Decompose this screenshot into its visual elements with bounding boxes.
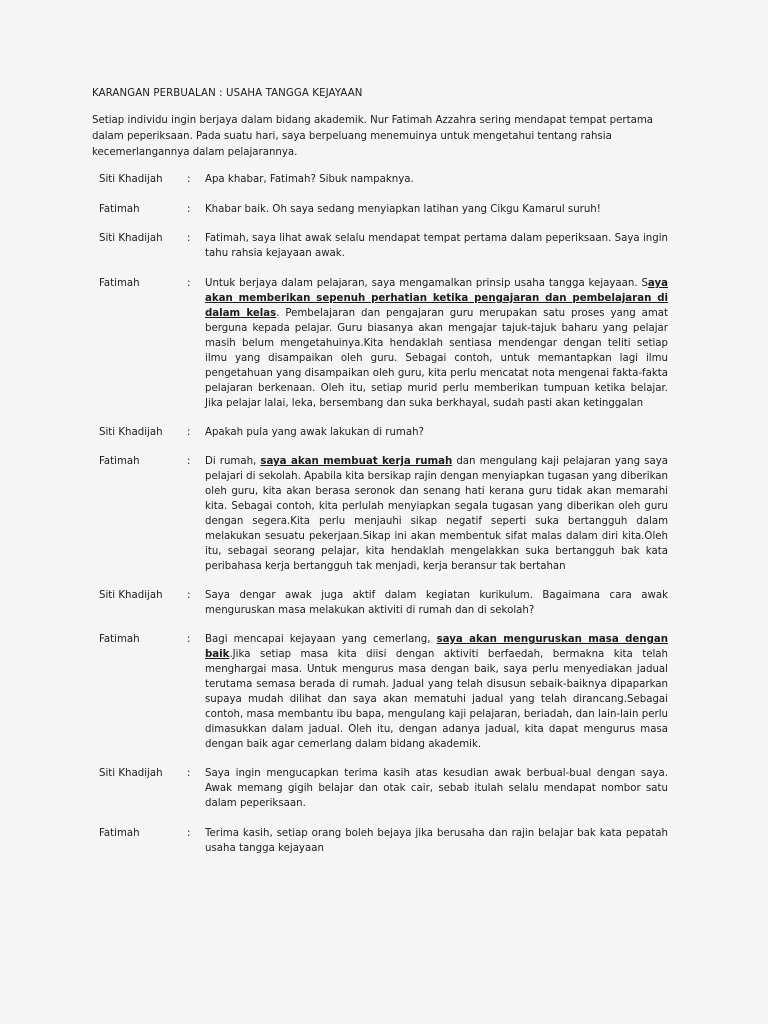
speaker-name: Siti Khadijah (99, 427, 163, 438)
speaker-name: Fatimah (99, 204, 140, 215)
colon-separator: : (187, 828, 191, 839)
speech-text: Fatimah, saya lihat awak selalu mendapat tempat pertama dalam peperiksaan. Saya ingin tahu rahsia kejayaan awak. (205, 233, 668, 259)
speech-text-post: . Pembelajaran dan pengajaran guru merupakan satu proses yang amat berguna kepada pelajar. Guru biasanya akan mengajar tajuk-tajuk baharu yang pelajar masih belum mengetahuinya.Kita hendaklah sentiasa mendengar dengan teliti setiap ilmu yang disampaikan oleh guru. Sebagai contoh, untuk memantapkan lagi ilmu pengetahuan yang disampaikan oleh guru, kita perlu mencatat nota mengenai fakta-fakta pelajaran berkenaan. Oleh itu, setiap murid perlu memberikan tumpuan ketika belajar. Jika pelajar lalai, leka, bersembang dan suka berkhayal, sudah pasti akan ketinggalan (205, 308, 668, 409)
speaker-name: Siti Khadijah (99, 768, 163, 779)
key-point-highlight: aya akan memberikan sepenuh perhatian ketika pengajaran dan pembelajaran di dalam kelas (205, 278, 668, 319)
speech-text: Saya dengar awak juga aktif dalam kegiatan kurikulum. Bagaimana cara awak menguruskan masa melakukan aktiviti di rumah dan di sekolah? (205, 590, 668, 616)
speech-text-post: dan mengulang kaji pelajaran yang saya pelajari di sekolah. Apabila kita bersikap rajin dengan menyiapkan tugasan yang diberikan oleh guru, kita akan berasa seronok dan senang hati kerana guru tidak akan memarahi kita. Sebagai contoh, kita perlulah menyiapkan segala tugasan yang diberikan oleh guru dengan segera.Kita perlu menjauhi sikap negatif seperti suka bertangguh dalam melakukan sesuatu pekerjaan.Sikap ini akan membentuk sifat malas dalam diri kita.Oleh itu, sebagai seorang pelajar, kita hendaklah mengelakkan suka bertangguh bak kata peribahasa kerja bertangguh tak menjadi, kerja beransur tak bertahan (205, 456, 668, 572)
speech-text-post: .Jika setiap masa kita diisi dengan aktiviti berfaedah, bermakna kita telah menghargai masa. Untuk mengurus masa dengan baik, saya perlu menyediakan jadual terutama semasa berada di rumah. Jadual yang telah disusun sebaik-baiknya dipaparkan supaya mudah dilihat dan saya akan mematuhi jadual yang telah dirancang.Sebagai contoh, masa membantu ibu bapa, mengulang kaji pelajaran, beriadah, dan lain-lain perlu dimasukkan dalam jadual. Oleh itu, dengan adanya jadual, kita dapat mengurus masa dengan baik agar cemerlang dalam bidang akademik. (205, 649, 668, 750)
speech-text: Apakah pula yang awak lakukan di rumah? (205, 427, 424, 438)
colon-separator: : (187, 174, 191, 185)
document-title: KARANGAN PERBUALAN : USAHA TANGGA KEJAYAAN (92, 88, 363, 99)
key-point-highlight: saya akan membuat kerja rumah (260, 456, 453, 467)
colon-separator: : (187, 456, 191, 467)
colon-separator: : (187, 204, 191, 215)
speech-text: Apa khabar, Fatimah? Sibuk nampaknya. (205, 174, 414, 185)
speech-text-pre: Untuk berjaya dalam pelajaran, saya mengamalkan prinsip usaha tangga kejayaan. S (205, 278, 648, 289)
speaker-name: Siti Khadijah (99, 590, 163, 601)
speech-text-pre: Di rumah, (205, 456, 261, 467)
speaker-name: Fatimah (99, 634, 140, 645)
speech-text: Saya ingin mengucapkan terima kasih atas kesudian awak berbual-bual dengan saya. Awak memang gigih belajar dan otak cair, sebab itulah selalu mendapat nombor satu dalam peperiksaan. (205, 768, 668, 809)
colon-separator: : (187, 634, 191, 645)
speech-text-pre: Bagi mencapai kejayaan yang cemerlang, (205, 634, 437, 645)
colon-separator: : (187, 233, 191, 244)
intro-paragraph: Setiap individu ingin berjaya dalam bidang akademik. Nur Fatimah Azzahra sering mendapat tempat pertama dalam peperiksaan. Pada suatu hari, saya berpeluang menemuinya untuk mengetahui tentang rahsia kecemerlangannya dalam pelajarannya. (92, 115, 653, 158)
colon-separator: : (187, 278, 191, 289)
key-point-highlight: saya akan menguruskan masa dengan baik (205, 634, 668, 660)
speech-text (205, 632, 668, 752)
speaker-name: Siti Khadijah (99, 233, 163, 244)
speech-text: Terima kasih, setiap orang boleh bejaya jika berusaha dan rajin belajar bak kata pepatah usaha tangga kejayaan (205, 828, 668, 854)
speaker-name: Fatimah (99, 278, 140, 289)
colon-separator: : (187, 427, 191, 438)
speech-text (205, 276, 668, 411)
speech-text: Khabar baik. Oh saya sedang menyiapkan latihan yang Cikgu Kamarul suruh! (205, 204, 601, 215)
speaker-name: Siti Khadijah (99, 174, 163, 185)
speaker-name: Fatimah (99, 828, 140, 839)
colon-separator: : (187, 590, 191, 601)
colon-separator: : (187, 768, 191, 779)
speaker-name: Fatimah (99, 456, 140, 467)
speech-text (205, 454, 668, 574)
